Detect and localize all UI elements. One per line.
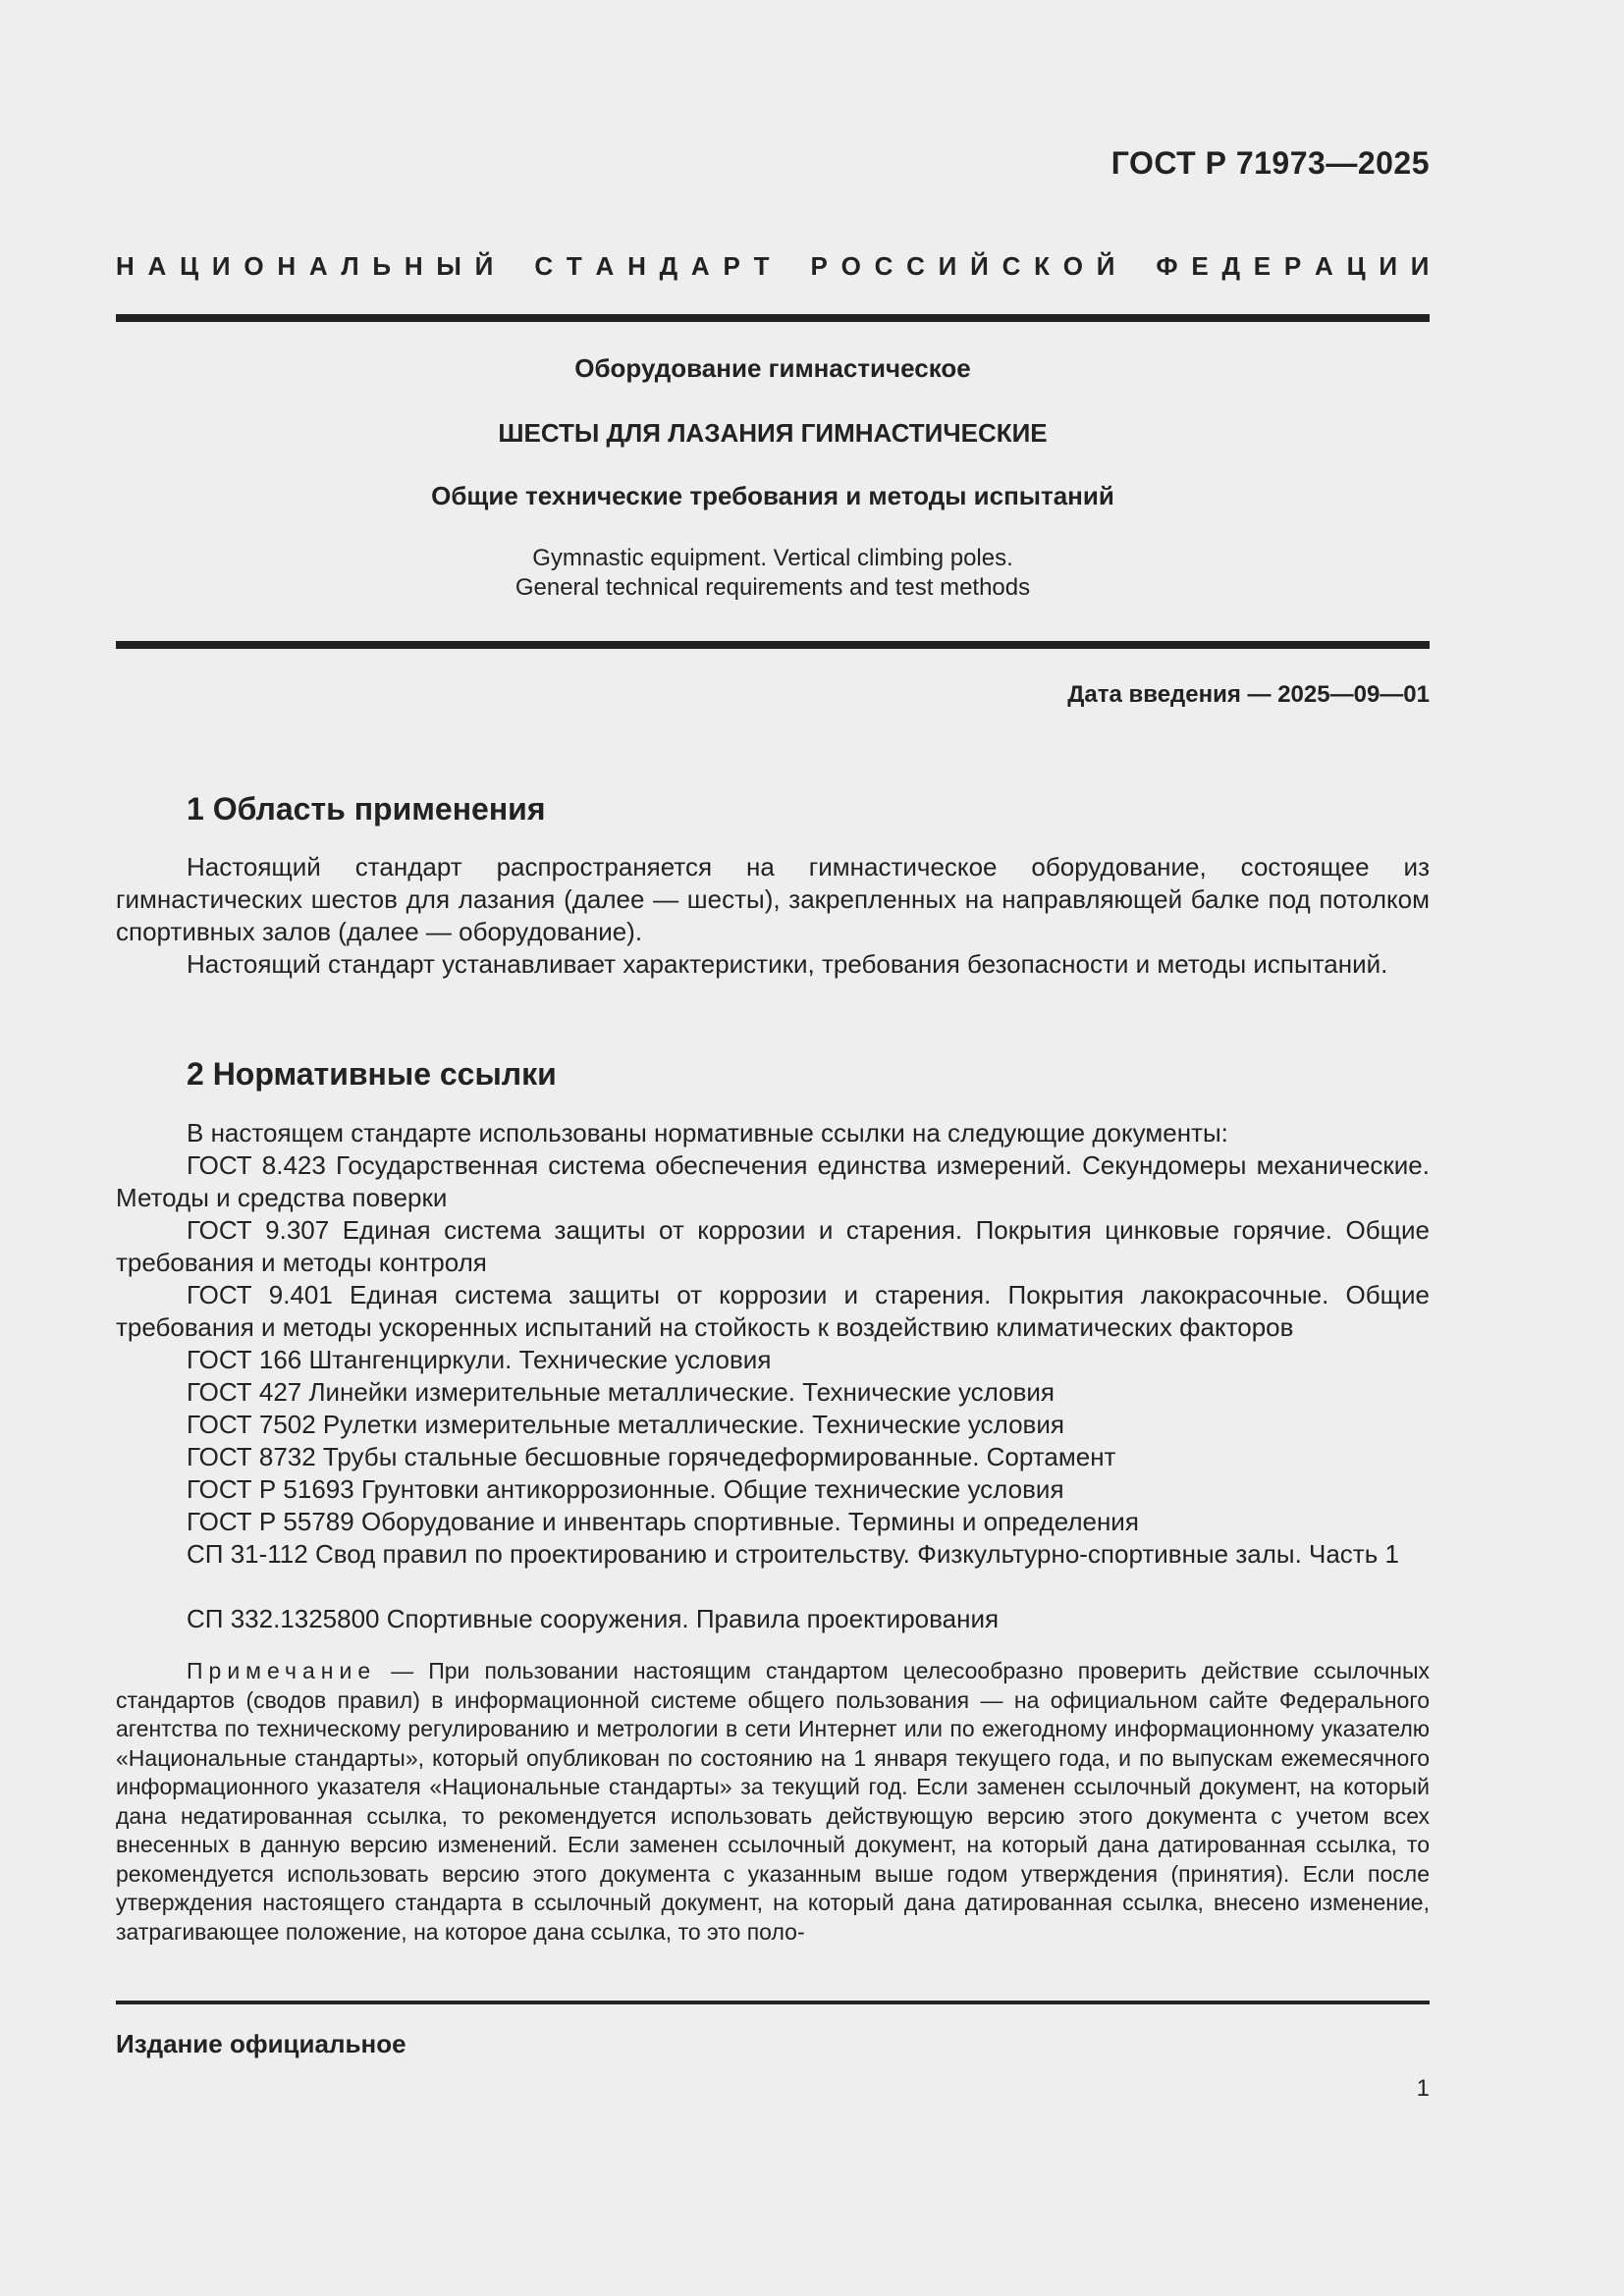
- banner-letter: О: [244, 251, 264, 281]
- banner-letter: А: [595, 251, 615, 281]
- banner-letter: Ф: [1156, 251, 1178, 281]
- reference-item: ГОСТ 8732 Трубы стальные бесшовные горячедеформированные. Сортамент: [187, 1442, 1116, 1471]
- page-number: 1: [1416, 2075, 1430, 2102]
- banner-letter: Н: [627, 251, 646, 281]
- section-2-heading: 2 Нормативные ссылки: [187, 1056, 557, 1092]
- banner-letter: С: [1001, 251, 1021, 281]
- reference-item: ГОСТ 9.401 Единая система защиты от коррозии и старения. Покрытия лакокрасочные. Общие требования и методы ускоренных испытаний на стойкость к воздействию климатических факторов: [116, 1280, 1430, 1342]
- banner-letter: Й: [474, 251, 494, 281]
- banner-letter: Н: [404, 251, 423, 281]
- section-1-heading: 1 Область применения: [187, 791, 546, 827]
- banner-letter: С: [906, 251, 925, 281]
- banner-letter: И: [211, 251, 231, 281]
- banner-letter: С: [874, 251, 893, 281]
- banner-letter: Ц: [180, 251, 199, 281]
- header-rule: [116, 314, 1430, 322]
- banner-letter: Р: [810, 251, 828, 281]
- banner-letter: Н: [277, 251, 297, 281]
- reference-item: ГОСТ 8.423 Государственная система обеспечения единства измерений. Секундомеры механические. Методы и средства поверки: [116, 1150, 1430, 1212]
- banner-letter: С: [534, 251, 554, 281]
- title-line-2: ШЕСТЫ ДЛЯ ЛАЗАНИЯ ГИМНАСТИЧЕСКИЕ: [498, 418, 1048, 448]
- note-label: Примечание: [187, 1658, 377, 1683]
- banner-letter: Е: [1253, 251, 1272, 281]
- title-rule: [116, 641, 1430, 649]
- banner-letter: Р: [723, 251, 740, 281]
- section-2-intro: В настоящем стандарте использованы нормативные ссылки на следующие документы:: [187, 1118, 1228, 1148]
- banner-letter: И: [938, 251, 957, 281]
- document-page: [116, 0, 1430, 2296]
- banner-letter: Л: [341, 251, 359, 281]
- reference-item: ГОСТ 166 Штангенциркули. Технические условия: [187, 1345, 772, 1374]
- banner-letter: Д: [659, 251, 678, 281]
- banner-letter: Е: [1191, 251, 1209, 281]
- references-note: [116, 1657, 1430, 1947]
- banner-letter: [1128, 251, 1142, 282]
- reference-item: ГОСТ 7502 Рулетки измерительные металлические. Технические условия: [187, 1410, 1064, 1439]
- title-line-3: Общие технические требования и методы испытаний: [431, 481, 1114, 510]
- banner-letter: А: [690, 251, 710, 281]
- section-1-paragraph-2: Настоящий стандарт устанавливает характеристики, требования безопасности и методы испытаний.: [187, 949, 1388, 979]
- banner-letter: Ц: [1346, 251, 1366, 281]
- note-text: — При пользовании настоящим стандартом целесообразно проверить действие ссылочных стандартов (сводов правил) в информационной системе общего пользования — на официальном сайте Федерального агентства по техническому регулированию и метрологии в сети Интернет или по ежегодному информационному указателю «Национальные стандарты», который опубликован по состоянию на 1 января текущего года, и по выпускам ежемесячного информационного указателя «Национальные стандарты» за текущий год. Если заменен ссылочный документ, на который дана недатированная ссылка, то рекомендуется использовать действующую версию этого документа с учетом всех внесенных в данную версию изменений. Если заменен ссылочный документ, на который дана датированная ссылка, то рекомендуется использовать версию этого документа с указанным выше годом утверждения (принятия). Если после утверждения настоящего стандарта в ссылочный документ, на который дана датированная ссылка, внесено изменение, затрагивающее положение, на которое дана ссылка, то это поло-: [116, 1658, 1430, 1945]
- introduction-date: Дата введения — 2025—09—01: [1067, 681, 1430, 708]
- reference-item: СП 332.1325800 Спортивные сооружения. Правила проектирования: [187, 1604, 1000, 1633]
- reference-item: ГОСТ Р 55789 Оборудование и инвентарь спортивные. Термины и определения: [187, 1507, 1139, 1536]
- banner-letter: [507, 251, 520, 282]
- english-title-line-1: Gymnastic equipment. Vertical climbing poles.: [532, 545, 1013, 571]
- english-title-line-2: General technical requirements and test methods: [514, 574, 1031, 601]
- banner-letter: Ы: [436, 251, 461, 281]
- title-line-1: Оборудование гимнастическое: [574, 353, 971, 383]
- reference-item: СП 31-112 Свод правил по проектированию и строительству. Физкультурно-спортивные залы. Часть 1: [187, 1539, 1399, 1569]
- national-standard-banner: [116, 251, 1430, 282]
- official-edition-label: Издание официальное: [116, 2029, 406, 2058]
- banner-letter: Т: [753, 251, 770, 281]
- banner-letter: Д: [1221, 251, 1241, 281]
- banner-letter: И: [1379, 251, 1398, 281]
- banner-letter: А: [1315, 251, 1333, 281]
- banner-letter: К: [1034, 251, 1050, 281]
- banner-letter: Й: [970, 251, 989, 281]
- banner-letter: Ь: [372, 251, 392, 281]
- banner-letter: А: [147, 251, 167, 281]
- banner-letter: [783, 251, 796, 282]
- banner-letter: Й: [1096, 251, 1115, 281]
- banner-letter: И: [1410, 251, 1430, 281]
- footer-rule: [116, 2001, 1430, 2004]
- section-1-paragraph-1: Настоящий стандарт распространяется на гимнастическое оборудование, состоящее из гимнастических шестов для лазания (далее — шесты), закрепленных на направляющей балке под потолком спортивных залов (далее — оборудование).: [116, 852, 1430, 946]
- banner-letter: А: [308, 251, 328, 281]
- banner-letter: Н: [116, 251, 135, 281]
- reference-item: ГОСТ 9.307 Единая система защиты от коррозии и старения. Покрытия цинковые горячие. Общие требования и методы контроля: [116, 1215, 1430, 1277]
- reference-item: ГОСТ Р 51693 Грунтовки антикоррозионные. Общие технические условия: [187, 1474, 1064, 1504]
- reference-item: ГОСТ 427 Линейки измерительные металлические. Технические условия: [187, 1377, 1055, 1407]
- banner-letter: Р: [1283, 251, 1302, 281]
- document-number: ГОСТ Р 71973—2025: [1110, 145, 1430, 181]
- banner-letter: О: [1062, 251, 1083, 281]
- banner-letter: О: [840, 251, 861, 281]
- banner-letter: Т: [566, 251, 582, 281]
